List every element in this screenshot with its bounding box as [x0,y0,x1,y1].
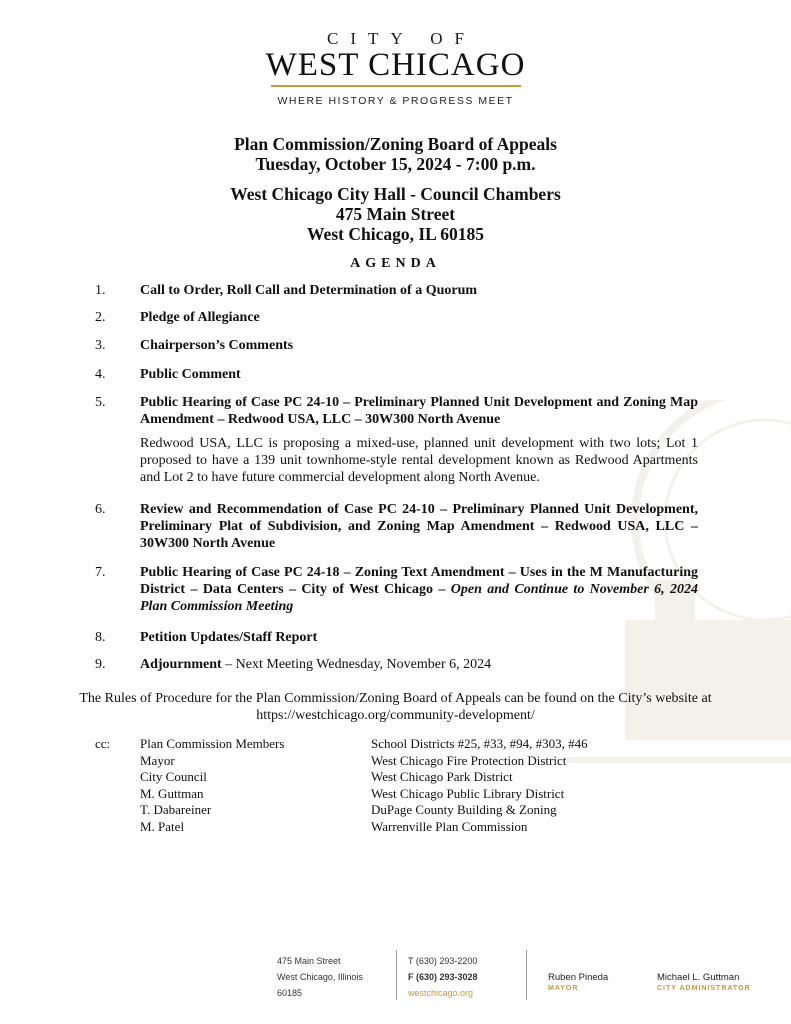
item-number: 2. [95,310,106,325]
location-city: West Chicago, IL 60185 [307,224,484,244]
footer-mayor [548,972,608,994]
cc-recipient: M. Patel [140,818,185,834]
cc-column-1 [140,736,284,835]
meeting-location [0,184,791,244]
item-title: Public Comment [140,367,241,382]
cc-recipient: West Chicago Fire Protection District [371,752,567,768]
footer-address [277,953,363,1001]
item-number: 8. [95,630,106,645]
cc-recipient: Mayor [140,752,175,768]
footer-phone: T (630) 293-2200 [408,956,478,966]
footer-divider [396,950,397,1000]
cc-recipient: West Chicago Public Library District [371,785,565,801]
footer-website-link[interactable]: westchicago.org [408,988,474,998]
cc-label: cc: [95,736,111,751]
page-footer [0,950,791,1010]
mayor-role: MAYOR [548,985,579,992]
item-title: Call to Order, Roll Call and Determination of a Quorum [140,283,478,298]
item-number: 7. [95,565,106,580]
meeting-header [0,134,791,174]
logo-city-of: CITY OF [326,29,476,48]
logo-tagline: WHERE HISTORY & PROGRESS MEET [277,95,514,107]
item-number: 3. [95,338,106,353]
item-title [140,564,698,615]
item-title-text: Public Hearing of Case PC 24-18 – Zoning Text Amendment – Uses in the M Manufacturing District – Data Centers – City of West Chicago – [140,565,698,597]
meeting-date: Tuesday, October 15, 2024 - 7:00 p.m. [255,154,536,174]
item-title-rest: – Next Meeting Wednesday, November 6, 2024 [221,657,492,672]
location-street: 475 Main Street [335,204,456,224]
city-logo [0,30,791,107]
item-description: Redwood USA, LLC is proposing a mixed-use, planned unit development with two lots; Lot 1 proposed to have a 139 unit townhome-style rental development known as Redwood Apartments and Lot 2 to have future commercial development along North Avenue. [140,436,698,485]
footer-street: 475 Main Street [277,956,341,966]
item-title-text: Adjournment [140,657,222,672]
item-title: Review and Recommendation of Case PC 24-10 – Preliminary Planned Unit Development, Preliminary Plat of Subdivision, and Zoning Map Amendment – Redwood USA, LLC – 30W300 North Avenue [140,502,698,551]
item-number: 9. [95,657,106,672]
item-title-italic: Open and Continue to November 6, 2024 Plan Commission Meeting [140,582,698,614]
item-title: Petition Updates/Staff Report [140,630,318,645]
footer-city: West Chicago, Illinois [277,972,363,982]
item-number: 4. [95,367,106,382]
cc-recipient: M. Guttman [140,785,204,801]
footer-contact [408,953,478,1001]
rules-of-procedure: The Rules of Procedure for the Plan Commission/Zoning Board of Appeals can be found on the City’s website at https://westchicago.org/community-development/ [79,691,712,723]
cc-recipient: West Chicago Park District [371,769,513,784]
cc-recipient: DuPage County Building & Zoning [371,802,557,817]
footer-administrator [657,972,751,994]
agenda-title: AGENDA [350,256,441,271]
logo-name: WEST CHICAGO [265,47,526,83]
cc-recipient: City Council [140,769,207,784]
cc-recipient: Warrenville Plan Commission [371,818,528,834]
item-title: Public Hearing of Case PC 24-10 – Preliminary Planned Unit Development and Zoning Map Amendment – Redwood USA, LLC – 30W300 North Avenue [140,395,698,427]
item-title: Chairperson’s Comments [140,338,294,353]
cc-recipient: Plan Commission Members [140,736,285,751]
cc-recipient: School Districts #25, #33, #94, #303, #46 [371,736,588,751]
item-number: 5. [95,395,106,410]
logo-underline [271,85,521,87]
cc-column-2 [371,736,588,835]
footer-zip: 60185 [277,988,303,998]
administrator-role: CITY ADMINISTRATOR [657,985,751,992]
mayor-name: Ruben Pineda [548,972,609,983]
item-number: 6. [95,502,106,517]
footer-divider [526,950,527,1000]
item-number: 1. [95,283,106,298]
item-title: Pledge of Allegiance [140,310,260,325]
meeting-body: Plan Commission/Zoning Board of Appeals [234,134,557,154]
cc-recipient: T. Dabareiner [140,802,212,817]
item-title [140,656,698,673]
location-venue: West Chicago City Hall - Council Chambers [230,184,561,204]
footer-fax: F (630) 293-3028 [408,972,478,982]
administrator-name: Michael L. Guttman [657,972,740,983]
